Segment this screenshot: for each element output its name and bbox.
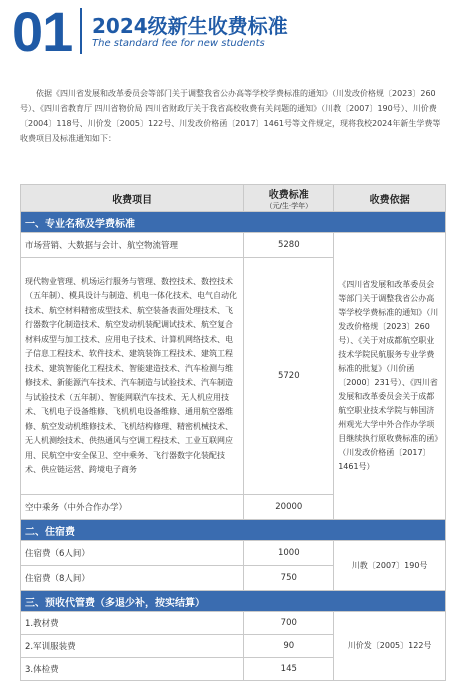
- row-value: 700: [244, 612, 334, 635]
- section-row: [21, 591, 446, 612]
- row-item: 市场营销、大数据与会计、航空物流管理: [21, 233, 244, 258]
- intro-paragraph: 依据《四川省发展和改革委员会等部门关于调整我省公办高等学校学费标准的通知》（川发改价格规〔2023〕260号）、《四川省教育厅 四川省物价局 四川省财政厅关于我省高校收费有关问题的通知》（川教〔2007〕190号）、川价费〔2004〕118号、川价发〔2005〕122号、川发改价格函〔2017〕1461号等文件规定，现将我校2024年新生学费等收费项目及标准通知如下：: [20, 89, 441, 143]
- header-standard-unit: （元/生·学年）: [265, 201, 313, 210]
- row-item: 住宿费（6人间）: [21, 541, 244, 566]
- row-item: 空中乘务（中外合作办学）: [21, 495, 244, 520]
- row-value: 20000: [244, 495, 334, 520]
- header: [0, 0, 465, 70]
- row-basis: 川教〔2007〕190号: [334, 541, 446, 591]
- table-row: [21, 541, 446, 566]
- row-item: 2.军训服装费: [21, 635, 244, 658]
- section-row: [21, 212, 446, 233]
- table-row: [21, 233, 446, 258]
- header-divider: [80, 8, 82, 54]
- page-title: 2024级新生收费标准: [92, 14, 288, 38]
- table-row: [21, 612, 446, 635]
- header-item: 收费项目: [21, 185, 244, 212]
- row-value: 5280: [244, 233, 334, 258]
- section-number: 01: [12, 0, 73, 63]
- header-basis: 收费依据: [334, 185, 446, 212]
- row-item: 住宿费（8人间）: [21, 566, 244, 591]
- row-item: 1.教材费: [21, 612, 244, 635]
- table-header-row: [21, 185, 446, 212]
- header-standard: [244, 185, 334, 212]
- row-value: 145: [244, 658, 334, 681]
- row-basis: 《四川省发展和改革委员会等部门关于调整我省公办高等学校学费标准的通知》（川发改价格规〔2023〕260号）、《关于对成都航空职业技术学院民航服务专业学费标准的批复》（川价函〔2000〕231号）、《四川省发展和改革委员会关于成都航空职业技术学院与韩国济州观光大学中外合作办学项目继续执行原收费标准的函》（川发改价格函〔2017〕1461号）: [334, 233, 446, 520]
- row-basis: 川价发〔2005〕122号: [334, 612, 446, 681]
- header-standard-label: 收费标准: [268, 189, 309, 201]
- row-value: 750: [244, 566, 334, 591]
- fee-table: [20, 184, 446, 681]
- section-title: 二、住宿费: [21, 520, 446, 541]
- row-value: 5720: [244, 258, 334, 495]
- section-title: 一、专业名称及学费标准: [21, 212, 446, 233]
- row-value: 90: [244, 635, 334, 658]
- page-subtitle: The standard fee for new students: [92, 38, 265, 49]
- row-item: 3.体检费: [21, 658, 244, 681]
- row-item: 现代物业管理、机场运行服务与管理、数控技术、数控技术（五年制）、模具设计与制造、机电一体化技术、电气自动化技术、航空材料精密成型技术、航空装备表面处理技术、飞行器数字化制造技术、航空发动机装配调试技术、航空复合材料成型与加工技术、应用电子技术、计算机网络技术、电子信息工程技术、软件技术、建筑装饰工程技术、建筑工程技术、建筑智能化工程技术、智能建造技术、汽车检测与维修技术、新能源汽车技术、汽车制造与试验技术、汽车制造与试验技术（五年制）、智能网联汽车技术、无人机应用技术、飞机电子设备维修、飞机机电设备维修、通用航空器维修、航空发动机维修技术、飞机结构修理、精密机械技术、无人机测绘技术、供热通风与空调工程技术、工业互联网应用、民航空中安全保卫、空中乘务、飞行器数字化装配技术、供应链运营、跨境电子商务: [21, 258, 244, 495]
- section-row: [21, 520, 446, 541]
- section-title: 三、预收代管费（多退少补，按实结算）: [21, 591, 446, 612]
- row-value: 1000: [244, 541, 334, 566]
